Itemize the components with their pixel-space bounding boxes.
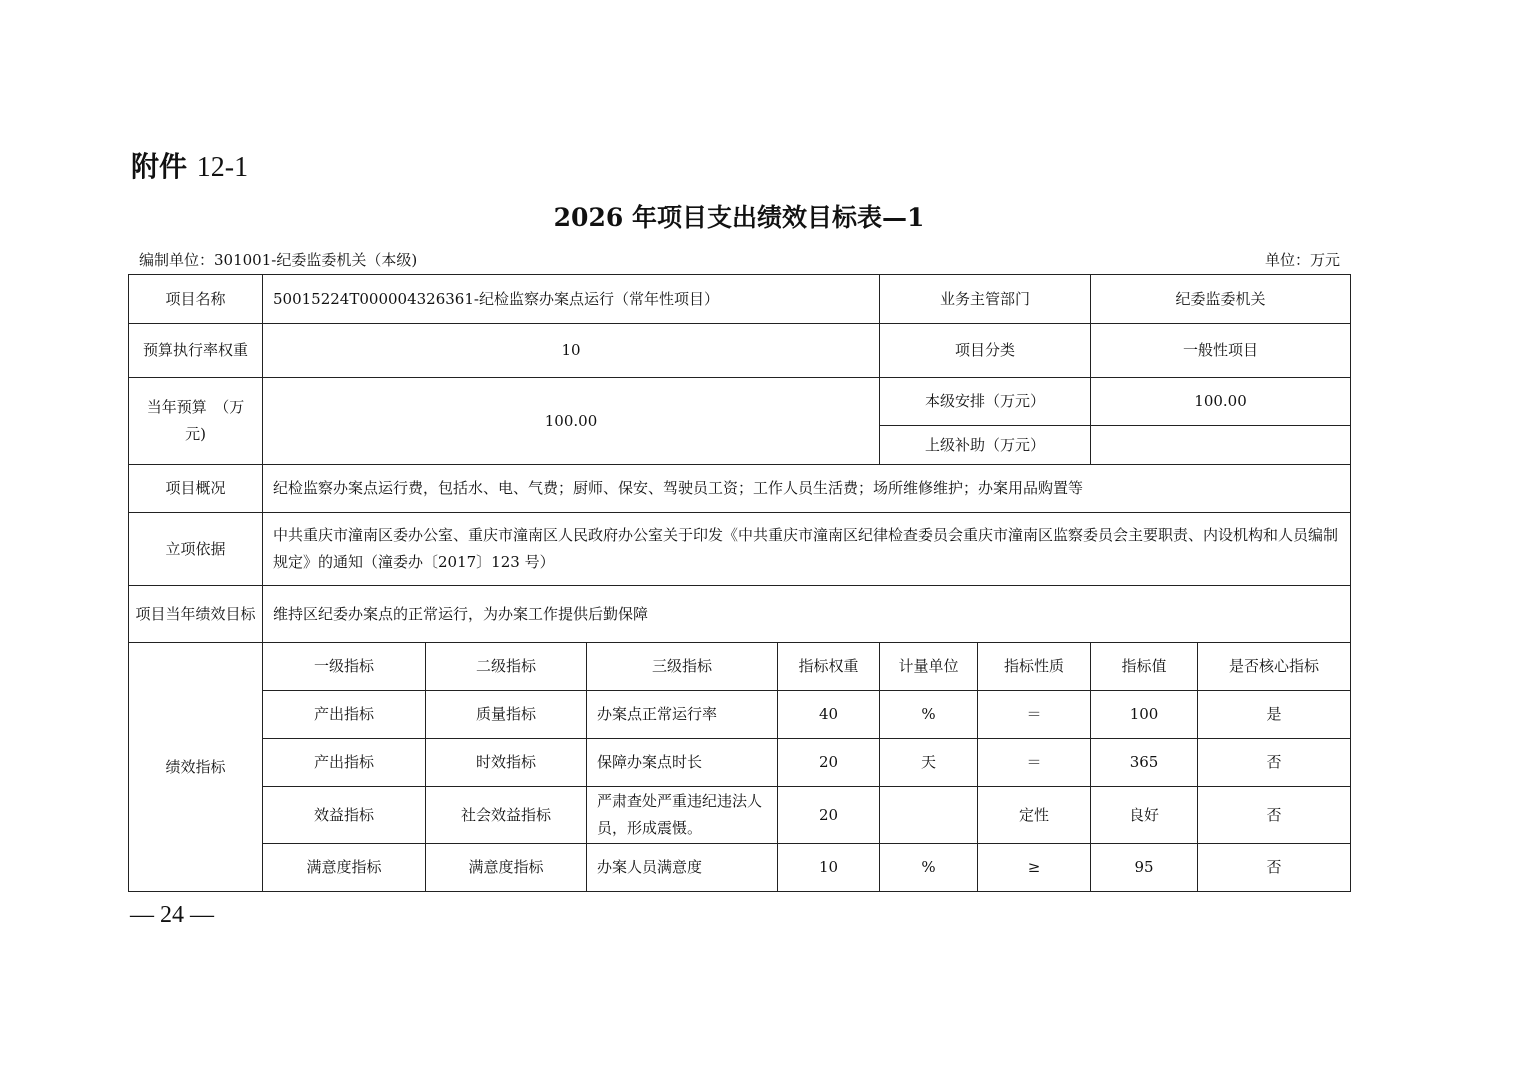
table-cell: 效益指标 <box>263 787 426 844</box>
table-cell: 天 <box>880 739 978 787</box>
local-arrangement-value: 100.00 <box>1091 378 1351 426</box>
column-header: 三级指标 <box>587 643 778 691</box>
table-row <box>129 465 1351 513</box>
table-cell: 办案点正常运行率 <box>587 691 778 739</box>
table-cell: 40 <box>778 691 880 739</box>
table-row <box>129 513 1351 586</box>
column-header: 指标性质 <box>978 643 1091 691</box>
table-row <box>129 844 1351 892</box>
table-cell: ≥ <box>978 844 1091 892</box>
column-header: 指标权重 <box>778 643 880 691</box>
table-header-row <box>129 643 1351 691</box>
table-cell: 良好 <box>1091 787 1198 844</box>
column-header: 是否核心指标 <box>1198 643 1351 691</box>
project-name-label: 项目名称 <box>129 275 263 324</box>
table-cell: 95 <box>1091 844 1198 892</box>
table-cell: 产出指标 <box>263 739 426 787</box>
performance-target-table <box>128 274 1351 892</box>
goal-label: 项目当年绩效目标 <box>129 586 263 643</box>
overview-value: 纪检监察办案点运行费，包括水、电、气费；厨师、保安、驾驶员工资；工作人员生活费；场所维修维护；办案用品购置等 <box>263 465 1351 513</box>
document-title: 2026 年项目支出绩效目标表—1 <box>553 203 925 232</box>
table-cell: % <box>880 691 978 739</box>
project-name-value: 50015224T000004326361-纪检监察办案点运行（常年性项目） <box>263 275 880 324</box>
budget-value: 100.00 <box>263 378 880 465</box>
table-cell: 10 <box>778 844 880 892</box>
table-cell: 时效指标 <box>426 739 587 787</box>
attachment-number: 12-1 <box>196 152 249 183</box>
table-row <box>129 586 1351 643</box>
exec-weight-label: 预算执行率权重 <box>129 324 263 378</box>
table-row <box>129 378 1351 426</box>
table-cell: ＝ <box>978 739 1091 787</box>
table-cell: 100 <box>1091 691 1198 739</box>
column-header: 计量单位 <box>880 643 978 691</box>
table-cell: 办案人员满意度 <box>587 844 778 892</box>
table-cell: 保障办案点时长 <box>587 739 778 787</box>
column-header: 二级指标 <box>426 643 587 691</box>
table-cell: 满意度指标 <box>263 844 426 892</box>
basis-value: 中共重庆市潼南区委办公室、重庆市潼南区人民政府办公室关于印发《中共重庆市潼南区纪律检查委员会重庆市潼南区监察委员会主要职责、内设机构和人员编制规定》的通知（潼委办〔2017〕123 号） <box>263 513 1351 586</box>
budget-label-line2: 元) <box>185 425 206 443</box>
basis-label: 立项依据 <box>129 513 263 586</box>
table-cell: 否 <box>1198 844 1351 892</box>
budget-label <box>129 378 263 465</box>
compiling-unit: 编制单位：301001-纪委监委机关（本级) <box>139 251 418 269</box>
table-cell: 否 <box>1198 739 1351 787</box>
table-cell: 满意度指标 <box>426 844 587 892</box>
table-cell: 是 <box>1198 691 1351 739</box>
category-label: 项目分类 <box>880 324 1091 378</box>
table-cell: 产出指标 <box>263 691 426 739</box>
table-row <box>129 275 1351 324</box>
column-header: 指标值 <box>1091 643 1198 691</box>
upper-subsidy-label: 上级补助（万元） <box>880 426 1091 465</box>
table-row <box>129 691 1351 739</box>
dept-label: 业务主管部门 <box>880 275 1091 324</box>
attachment-label <box>131 145 248 185</box>
page-number: — 24 — <box>130 902 214 928</box>
exec-weight-value: 10 <box>263 324 880 378</box>
currency-unit: 单位：万元 <box>1264 251 1340 269</box>
category-value: 一般性项目 <box>1091 324 1351 378</box>
table-cell: 20 <box>778 739 880 787</box>
goal-value: 维持区纪委办案点的正常运行，为办案工作提供后勤保障 <box>263 586 1351 643</box>
table-cell: 社会效益指标 <box>426 787 587 844</box>
local-arrangement-label: 本级安排（万元） <box>880 378 1091 426</box>
table-cell: 定性 <box>978 787 1091 844</box>
upper-subsidy-value <box>1091 426 1351 465</box>
table-cell: ＝ <box>978 691 1091 739</box>
table-cell: 质量指标 <box>426 691 587 739</box>
table-cell: 20 <box>778 787 880 844</box>
budget-label-line1: 当年预算 （万 <box>146 398 245 416</box>
table-row <box>129 787 1351 844</box>
column-header: 一级指标 <box>263 643 426 691</box>
performance-label: 绩效指标 <box>129 643 263 892</box>
dept-value: 纪委监委机关 <box>1091 275 1351 324</box>
table-cell: 严肃查处严重违纪违法人员，形成震慑。 <box>587 787 778 844</box>
overview-label: 项目概况 <box>129 465 263 513</box>
attachment-word: 附件 <box>131 150 188 183</box>
table-cell: % <box>880 844 978 892</box>
table-cell: 否 <box>1198 787 1351 844</box>
table-row <box>129 739 1351 787</box>
table-row <box>129 324 1351 378</box>
table-cell: 365 <box>1091 739 1198 787</box>
table-cell <box>880 787 978 844</box>
